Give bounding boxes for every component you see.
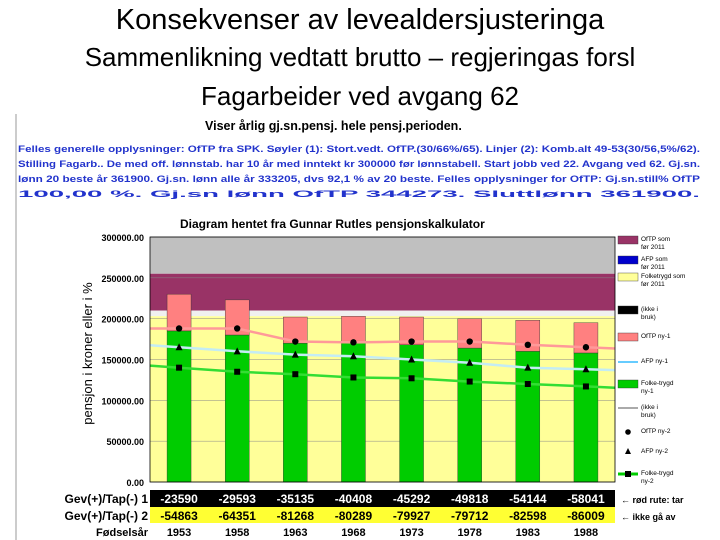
y-tick-label: 0.00 [126, 478, 144, 488]
info-line: 100,00 %. Gj.sn lønn OfTP 344273. Sluttlønn 361900. [18, 189, 700, 199]
x-tick-label: 1953 [166, 527, 192, 539]
bar-folke-trygd-ny-1 [341, 343, 365, 482]
marker-square [350, 374, 356, 380]
table-row2-cell: -81268 [276, 509, 314, 523]
table-row1-cell: -29593 [218, 492, 256, 506]
bar-folke-trygd-ny-1 [458, 348, 482, 482]
table-row1-cell: -23590 [160, 492, 198, 506]
legend-label: (ikke i bruk) [641, 306, 658, 321]
marker-circle [408, 338, 414, 344]
legend-label: (ikke i bruk) [641, 404, 658, 419]
info-line: Stilling Fagarb.. De med off. lønnstab. har 10 år med inntekt kr 300000 før lønnstabell. Start jobb ved 22. Avgang ved 62. Gj.sn. [18, 159, 700, 169]
info-line: lønn 20 beste år 361900. Gj.sn. lønn alle år 333205, dvs 92,1 % av 20 beste. Felles opplysninger for OfTP: Gj.sn.still% OfTP [18, 174, 700, 184]
table-row2-cell: -79927 [392, 509, 431, 523]
y-tick-label: 200000.00 [101, 314, 144, 325]
y-axis-label: pensjon i kroner eller i % [80, 282, 95, 425]
marker-square [176, 365, 182, 371]
table-row2-label: Gev(+)/Tap(-) 2 [64, 509, 148, 523]
legend-marker-square [625, 471, 631, 477]
legend-label: OfTP som før 2011 [641, 236, 671, 251]
marker-circle [176, 325, 182, 331]
legend-label: OfTP ny-2 [641, 428, 671, 435]
marker-circle [292, 338, 298, 344]
table-row2-note: ← ikke gå av [621, 512, 676, 522]
legend-label: Folke-trygd ny-1 [641, 380, 674, 395]
y-tick-label: 100000.00 [101, 396, 144, 407]
legend-swatch [618, 236, 638, 244]
legend-marker-circle [625, 429, 631, 435]
marker-circle [350, 339, 356, 345]
background-band [150, 311, 615, 317]
legend-swatch [618, 273, 638, 281]
table-row1-cell: -35135 [276, 492, 314, 506]
marker-square [409, 375, 415, 381]
legend-label: AFP som før 2011 [641, 256, 668, 271]
x-tick-label: 1988 [573, 527, 599, 539]
table-row1-cell: -58041 [567, 492, 605, 506]
y-tick-label: 50000.00 [106, 437, 144, 448]
marker-square [583, 383, 589, 389]
table-row2-cell: -64351 [218, 509, 256, 523]
x-tick-label: 1968 [341, 527, 366, 539]
legend-label: AFP ny-1 [641, 358, 668, 365]
table-row2-cell: -54863 [160, 509, 198, 523]
x-tick-label: 1978 [457, 527, 482, 539]
bar-oftp-ny-1 [341, 316, 365, 343]
legend-label: Folke-trygd ny-2 [641, 470, 674, 485]
marker-square [525, 381, 531, 387]
marker-circle [234, 325, 240, 331]
chart-title: Diagram hentet fra Gunnar Rutles pensjonskalkulator [180, 217, 485, 231]
marker-square [467, 379, 473, 385]
bar-folke-trygd-ny-1 [574, 353, 598, 482]
legend-swatch [618, 333, 638, 341]
table-row2-cell: -86009 [567, 509, 605, 523]
bar-folke-trygd-ny-1 [283, 343, 307, 482]
marker-square [292, 371, 298, 377]
table-row2-cell: -79712 [451, 509, 489, 523]
y-tick-label: 150000.00 [101, 355, 144, 366]
y-tick-label: 250000.00 [101, 273, 144, 284]
marker-circle [525, 342, 531, 348]
slide-title: Konsekvenser av levealdersjusteringa [115, 4, 605, 36]
plot-top-band [150, 237, 615, 274]
marker-circle [466, 338, 472, 344]
info-line: Felles generelle opplysninger: OfTP fra SPK. Søyler (1): Stort.vedt. OfTP.(30/66%/65). Linjer (2): Komb.alt 49-53(30/56,5%/62). [18, 144, 700, 154]
slide-subtitle-comparison: Sammenlikning vedtatt brutto – regjeringas forsl [84, 42, 636, 72]
legend-swatch [618, 380, 638, 388]
background-band [150, 274, 615, 311]
x-tick-label: 1958 [224, 527, 250, 539]
bar-folke-trygd-ny-1 [400, 345, 424, 482]
slide-subtitle-profile: Fagarbeider ved avgang 62 [200, 81, 519, 111]
x-tick-label: 1963 [283, 527, 308, 539]
x-tick-label: 1983 [515, 527, 541, 539]
legend-swatch [618, 306, 638, 314]
legend-label: Folketrygd som før 2011 [641, 273, 686, 288]
bar-folke-trygd-ny-1 [167, 331, 191, 482]
y-tick-label: 300000.00 [101, 233, 144, 243]
table-row1-cell: -45292 [392, 492, 431, 506]
chart-header-text: Viser årlig gj.sn.pensj. hele pensj.perioden. [205, 119, 462, 133]
table-row2-cell: -80289 [334, 509, 373, 523]
legend-label: AFP ny-2 [641, 448, 668, 455]
x-tick-label: 1973 [399, 527, 424, 539]
table-row1-cell: -49818 [451, 492, 489, 506]
marker-square [234, 369, 240, 375]
legend-swatch [618, 256, 638, 264]
table-row1-cell: -40408 [334, 492, 373, 506]
table-row3-label: Fødselsår [96, 527, 148, 539]
table-row1-cell: -54144 [509, 492, 547, 506]
table-row2-cell: -82598 [509, 509, 547, 523]
bar-folke-trygd-ny-1 [225, 335, 249, 482]
legend-label: OfTP ny-1 [641, 333, 671, 340]
table-row1-label: Gev(+)/Tap(-) 1 [64, 492, 148, 506]
table-row1-note: ← rød rute: tar [621, 495, 684, 505]
marker-circle [583, 344, 589, 350]
bar-folke-trygd-ny-1 [516, 351, 540, 482]
